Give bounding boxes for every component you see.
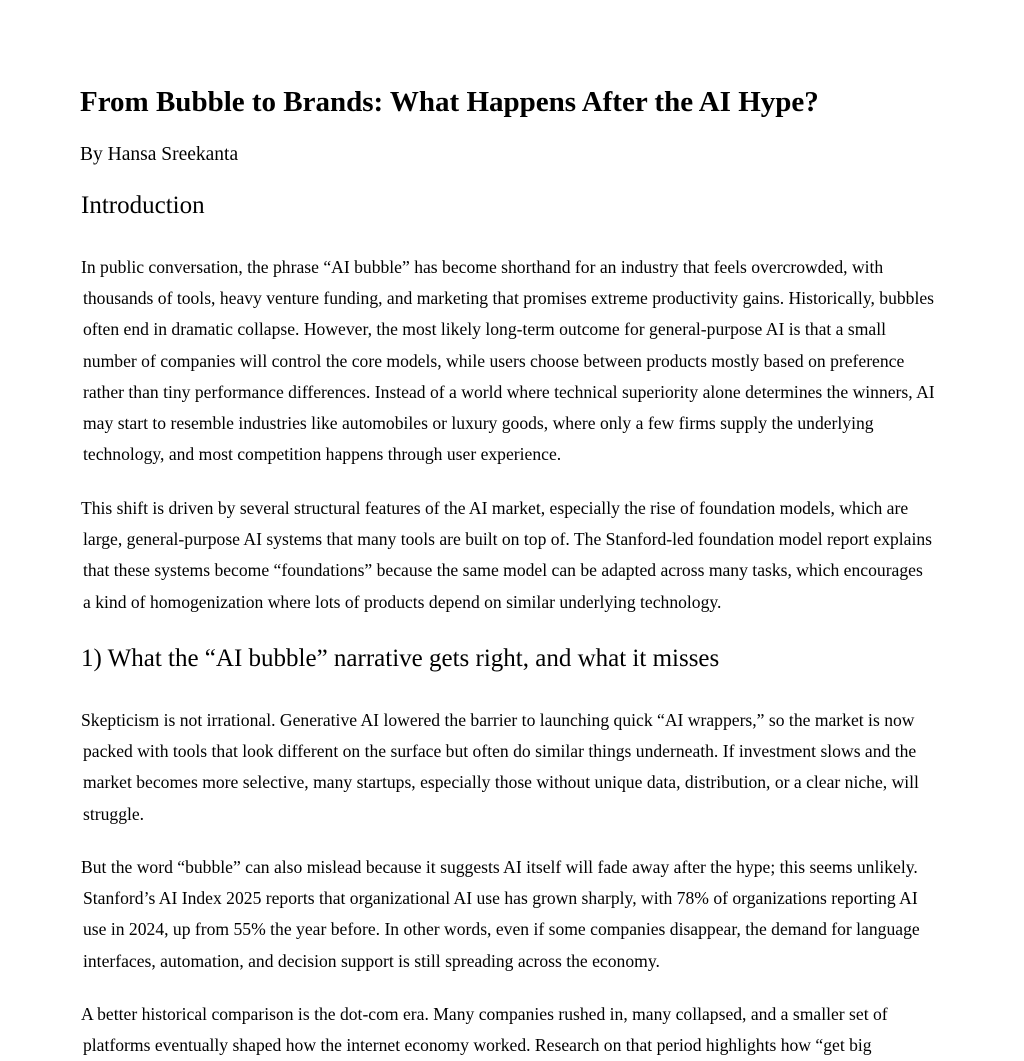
paragraph: A better historical comparison is the dot-com era. Many companies rushed in, many collapsed, and a smaller set of platforms eventually shaped how the internet economy worked. Research on that period highlights how “get big [81, 1004, 888, 1056]
paragraph: But the word “bubble” can also mislead because it suggests AI itself will fade away after the hype; this seems unlikely. Stanford’s AI Index 2025 reports that organizational AI use has grown sharply, with 78% of organizations reporting AI use in 2024, up from 55% the year before. In other words, even if some companies disappear, the demand for language interfaces, automation, and decision support is still spreading across the economy. [81, 857, 920, 971]
paragraph: In public conversation, the phrase “AI bubble” has become shorthand for an industry that feels overcrowded, with thousands of tools, heavy venture funding, and marketing that promises extreme productivity gains. Historically, bubbles often end in dramatic collapse. However, the most likely long-term outcome for general-purpose AI is that a small number of companies will control the core models, while users choose between products mostly based on preference rather than tiny performance differences. Instead of a world where technical superiority alone determines the winners, AI may start to resemble industries like automobiles or luxury goods, where only a few firms supply the underlying technology, and most competition happens through user experience. [81, 257, 935, 465]
article-byline: By Hansa Sreekanta [80, 144, 239, 165]
article-title: From Bubble to Brands: What Happens After the AI Hype? [80, 86, 819, 118]
paragraph: This shift is driven by several structural features of the AI market, especially the rise of foundation models, which are large, general-purpose AI systems that many tools are built on top of. The Stanford-led foundation model report explains that these systems become “foundations” because the same model can be adapted across many tasks, which encourages a kind of homogenization where lots of products depend on similar underlying technology. [81, 498, 933, 612]
section-heading-ai-bubble-narrative: 1) What the “AI bubble” narrative gets right, and what it misses [81, 645, 720, 672]
section-heading-introduction: Introduction [81, 192, 205, 219]
paragraph: Skepticism is not irrational. Generative AI lowered the barrier to launching quick “AI wrappers,” so the market is now packed with tools that look different on the surface but often do similar things underneath. If investment slows and the market becomes more selective, many startups, especially those without unique data, distribution, or a clear niche, will struggle. [81, 710, 919, 824]
